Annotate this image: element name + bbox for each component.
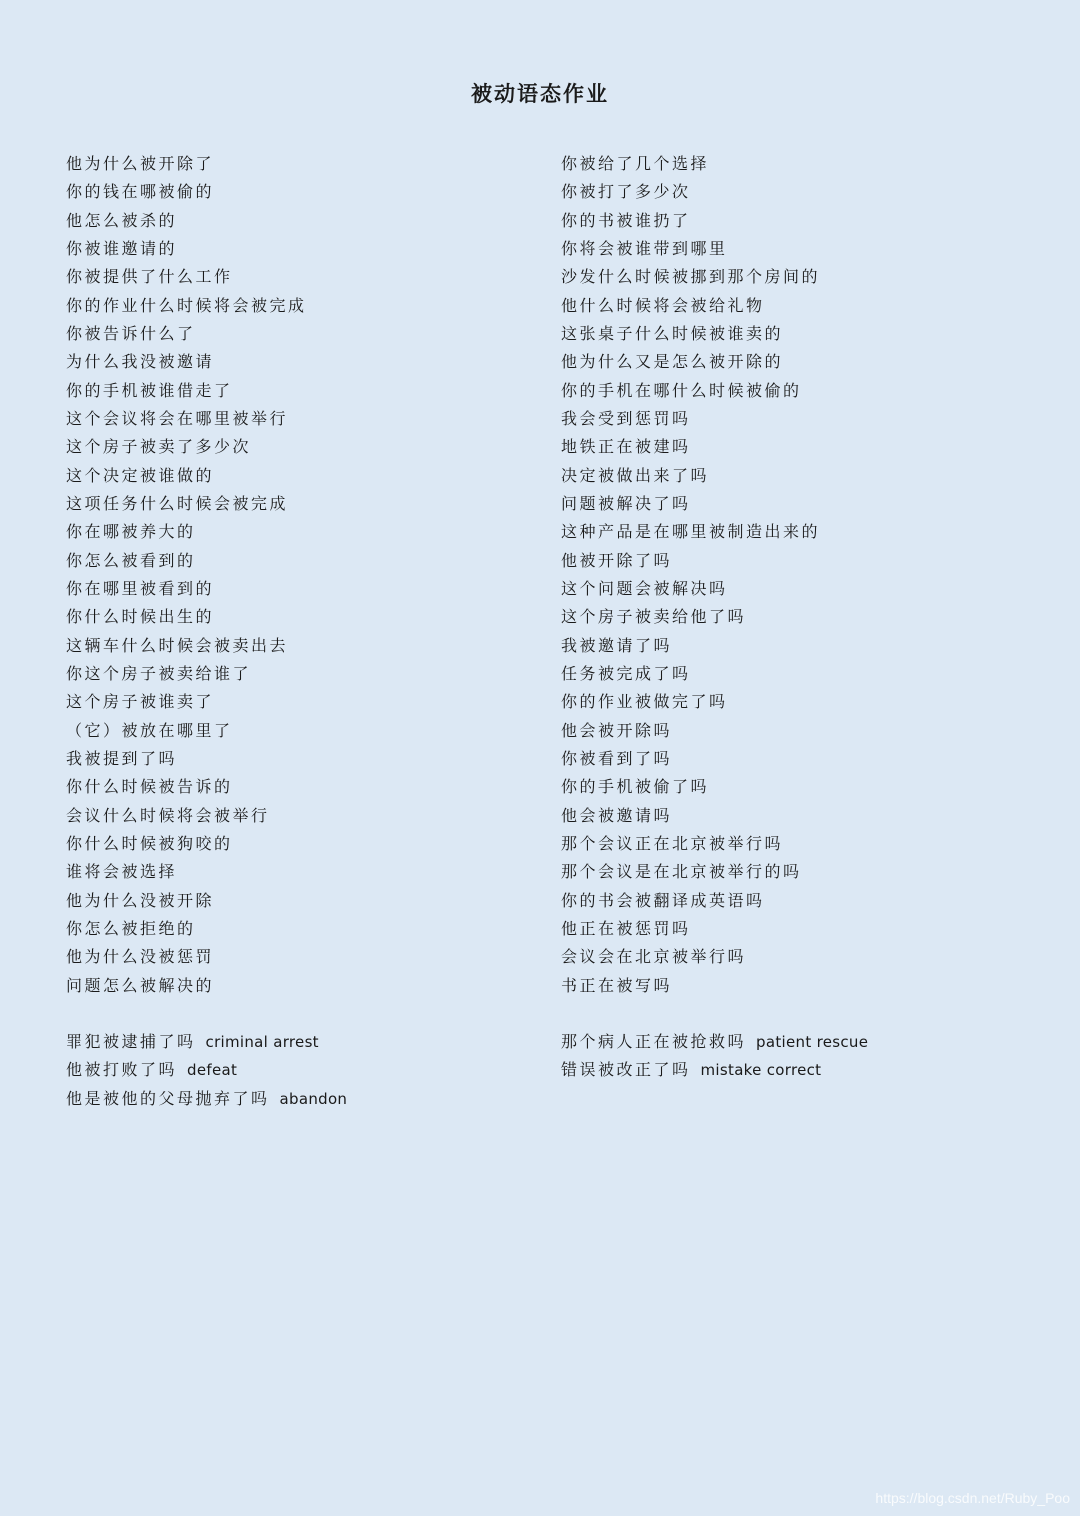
question-line: 地铁正在被建吗 [561, 437, 691, 457]
question-line: 这个问题会被解决吗 [561, 578, 728, 598]
question-line: 这辆车什么时候会被卖出去 [66, 635, 289, 655]
question-line: 你在哪被养大的 [66, 522, 196, 542]
vocab-english: mistake correct [700, 1061, 822, 1080]
page-title: 被动语态作业 [471, 82, 609, 106]
question-line: 会议什么时候将会被举行 [66, 805, 270, 825]
vocab-list-left [66, 1028, 526, 1113]
vocab-sentence: 错误被改正了吗 [561, 1060, 691, 1080]
vocab-line [66, 1028, 526, 1056]
question-line: 他正在被惩罚吗 [561, 918, 691, 938]
question-line: 问题怎么被解决的 [66, 975, 215, 995]
question-line: 你将会被谁带到哪里 [561, 238, 728, 258]
question-line: 你什么时候被告诉的 [66, 777, 233, 797]
question-line: 为什么我没被邀请 [66, 352, 215, 372]
question-line: 你怎么被看到的 [66, 550, 196, 570]
question-line: 我被提到了吗 [66, 748, 178, 768]
question-line: 他为什么没被惩罚 [66, 947, 215, 967]
vocab-list-right [561, 1028, 1021, 1085]
vocab-line [561, 1028, 1021, 1056]
question-line: 这项任务什么时候会被完成 [66, 493, 289, 513]
question-line: 我被邀请了吗 [561, 635, 673, 655]
question-line: 他被开除了吗 [561, 550, 673, 570]
question-line: 你被看到了吗 [561, 748, 673, 768]
question-line: 那个会议正在北京被举行吗 [561, 833, 784, 853]
question-line: 我会受到惩罚吗 [561, 408, 691, 428]
question-line: 书正在被写吗 [561, 975, 673, 995]
vocab-english: criminal arrest [205, 1033, 319, 1051]
question-line: 你怎么被拒绝的 [66, 918, 196, 938]
question-line: 这个房子被谁卖了 [66, 692, 215, 712]
question-line: 你被给了几个选择 [561, 154, 710, 173]
question-line: 你的作业被做完了吗 [561, 692, 728, 712]
question-line: 你什么时候出生的 [66, 607, 215, 627]
question-line: 会议会在北京被举行吗 [561, 947, 747, 967]
question-line: 你的书被谁扔了 [561, 210, 691, 230]
question-line: 他为什么没被开除 [66, 890, 215, 910]
question-line: 你在哪里被看到的 [66, 578, 215, 598]
left-question-list [66, 150, 506, 1000]
question-line: 你的书会被翻译成英语吗 [561, 890, 765, 910]
vocab-english: patient rescue [756, 1033, 869, 1051]
question-line: 他什么时候将会被给礼物 [561, 295, 765, 315]
question-line: 这个房子被卖给他了吗 [561, 607, 747, 627]
question-line: （它）被放在哪里了 [66, 720, 233, 740]
vocab-sentence: 他是被他的父母抛弃了吗 [66, 1088, 270, 1108]
question-line: 决定被做出来了吗 [561, 465, 710, 485]
question-line: 你的手机被偷了吗 [561, 777, 710, 797]
question-line: 这个决定被谁做的 [66, 465, 215, 485]
question-line: 你被打了多少次 [561, 182, 691, 202]
question-line: 你什么时候被狗咬的 [66, 833, 233, 853]
question-line: 他怎么被杀的 [66, 210, 178, 230]
question-line: 这个会议将会在哪里被举行 [66, 408, 289, 428]
right-question-list [561, 150, 1001, 1000]
question-line: 这个房子被卖了多少次 [66, 437, 252, 457]
vocab-line [66, 1085, 526, 1113]
question-line: 这种产品是在哪里被制造出来的 [561, 522, 821, 542]
question-line: 那个会议是在北京被举行的吗 [561, 862, 802, 882]
question-line: 这张桌子什么时候被谁卖的 [561, 323, 784, 343]
watermark: https://blog.csdn.net/Ruby_Poo [875, 1490, 1070, 1506]
question-line: 沙发什么时候被挪到那个房间的 [561, 267, 821, 287]
vocab-line [561, 1056, 1021, 1084]
question-line: 问题被解决了吗 [561, 493, 691, 513]
question-line: 你的手机在哪什么时候被偷的 [561, 380, 802, 400]
vocab-line [66, 1056, 526, 1084]
question-line: 你被告诉什么了 [66, 323, 196, 343]
question-line: 你被提供了什么工作 [66, 267, 233, 287]
question-line: 他为什么被开除了 [66, 154, 215, 173]
vocab-english: defeat [187, 1061, 238, 1080]
question-line: 他为什么又是怎么被开除的 [561, 352, 784, 372]
question-line: 谁将会被选择 [66, 862, 178, 882]
vocab-sentence: 他被打败了吗 [66, 1060, 178, 1080]
question-line: 你的作业什么时候将会被完成 [66, 295, 307, 315]
question-line: 他会被开除吗 [561, 720, 673, 740]
question-line: 任务被完成了吗 [561, 663, 691, 683]
vocab-sentence: 罪犯被逮捕了吗 [66, 1032, 196, 1051]
question-line: 你这个房子被卖给谁了 [66, 663, 252, 683]
vocab-sentence: 那个病人正在被抢救吗 [561, 1032, 747, 1051]
question-line: 他会被邀请吗 [561, 805, 673, 825]
question-line: 你的手机被谁借走了 [66, 380, 233, 400]
vocab-english: abandon [279, 1089, 348, 1108]
question-line: 你被谁邀请的 [66, 238, 178, 258]
question-line: 你的钱在哪被偷的 [66, 182, 215, 202]
